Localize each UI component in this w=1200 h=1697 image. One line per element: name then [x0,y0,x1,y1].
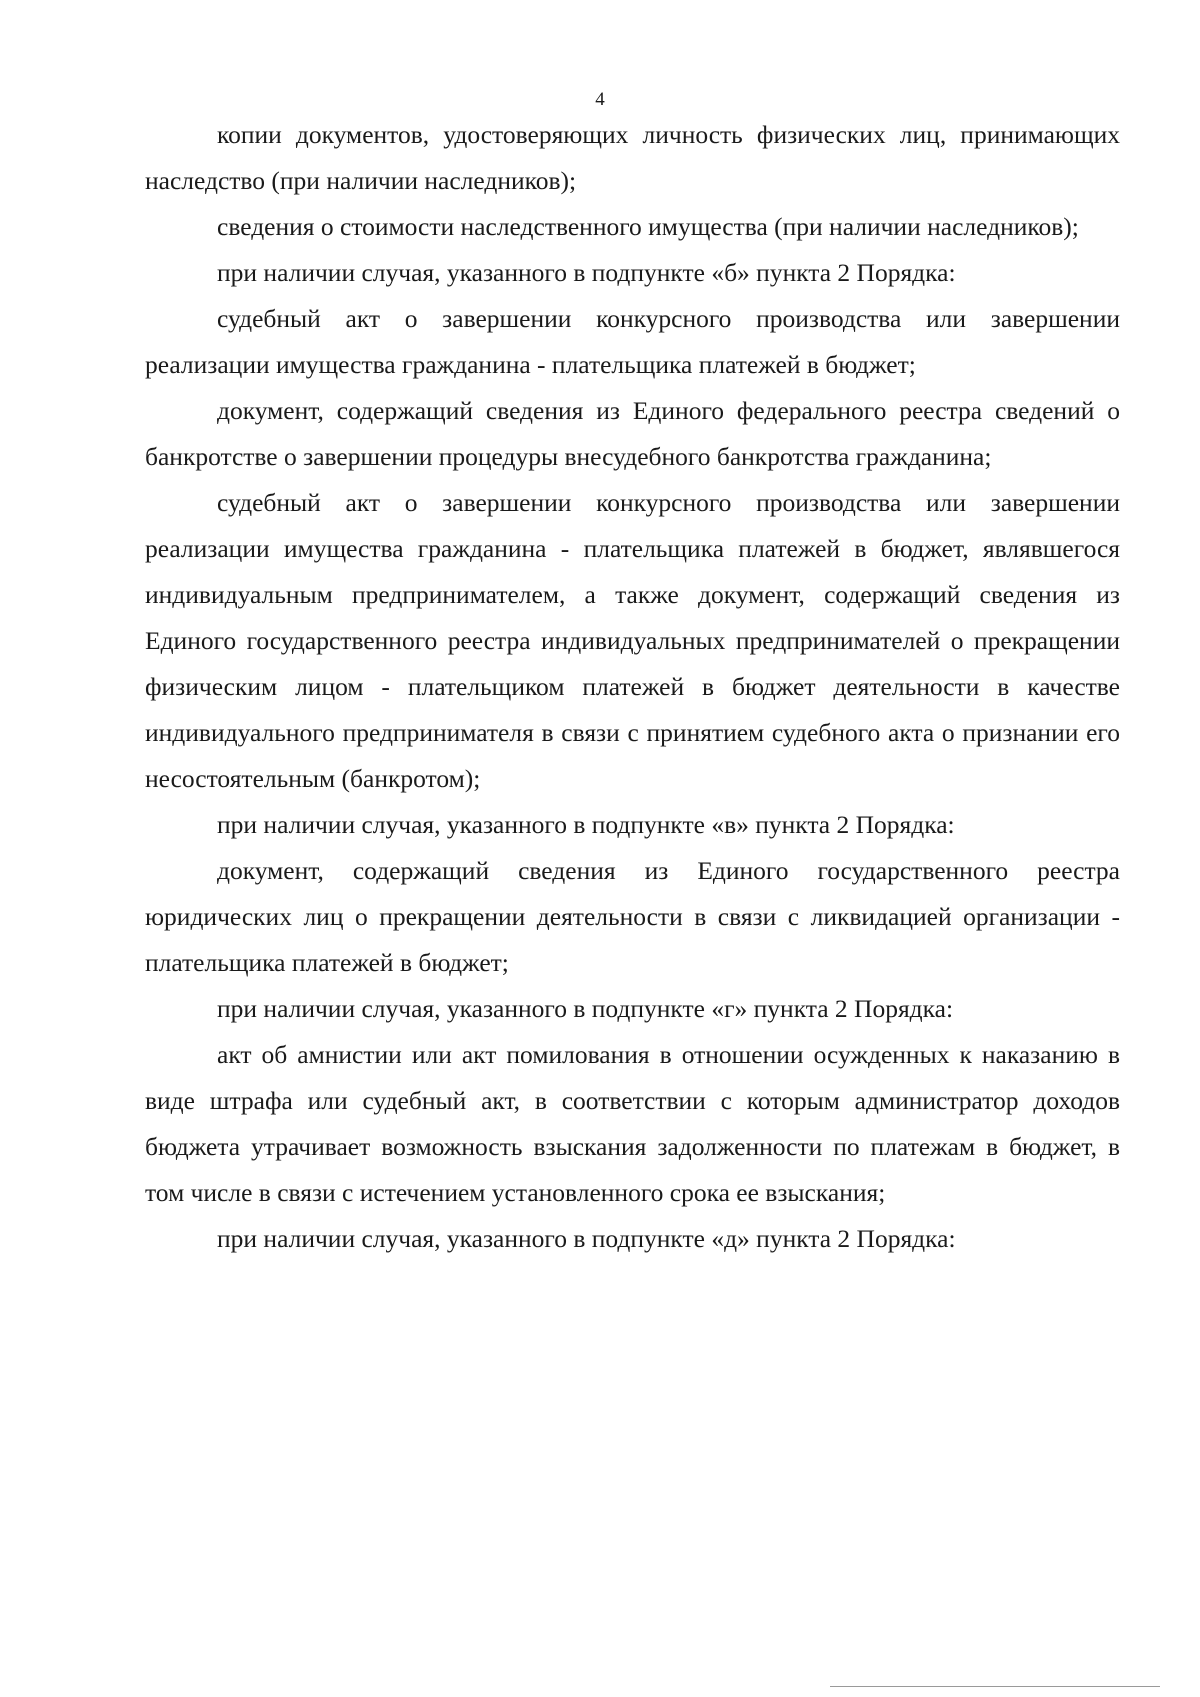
page-number: 4 [595,89,605,110]
paragraph: при наличии случая, указанного в подпункте «г» пункта 2 Порядка: [217,994,954,1023]
paragraph: судебный акт о завершении конкурсного производства или завершении реализации имущества гражданина - плательщика платежей в бюджет; [145,304,1120,379]
document-body [145,112,1120,1262]
paragraph: сведения о стоимости наследственного имущества (при наличии наследников); [217,212,1079,241]
bottom-edge-line [830,1686,1160,1687]
paragraph: при наличии случая, указанного в подпункте «в» пункта 2 Порядка: [217,810,955,839]
paragraph: копии документов, удостоверяющих личность физических лиц, принимающих наследство (при наличии наследников); [145,120,1120,195]
paragraph: акт об амнистии или акт помилования в отношении осужденных к наказанию в виде штрафа или судебный акт, в соответствии с которым администратор доходов бюджета утрачивает возможность взыскания задолженности по платежам в бюджет, в том числе в связи с истечением установленного срока ее взыскания; [145,1040,1120,1207]
paragraph: при наличии случая, указанного в подпункте «д» пункта 2 Порядка: [217,1224,956,1253]
paragraph: документ, содержащий сведения из Единого федерального реестра сведений о банкротстве о завершении процедуры внесудебного банкротства гражданина; [145,396,1120,471]
paragraph: документ, содержащий сведения из Единого государственного реестра юридических лиц о прекращении деятельности в связи с ликвидацией организации - плательщика платежей в бюджет; [145,856,1120,977]
paragraph: судебный акт о завершении конкурсного производства или завершении реализации имущества гражданина - плательщика платежей в бюджет, являвшегося индивидуальным предпринимателем, а также документ, содержащий сведения из Единого государственного реестра индивидуальных предпринимателей о прекращении физическим лицом - плательщиком платежей в бюджет деятельности в качестве индивидуального предпринимателя в связи с принятием судебного акта о признании его несостоятельным (банкротом); [145,488,1120,793]
paragraph: при наличии случая, указанного в подпункте «б» пункта 2 Порядка: [217,258,956,287]
